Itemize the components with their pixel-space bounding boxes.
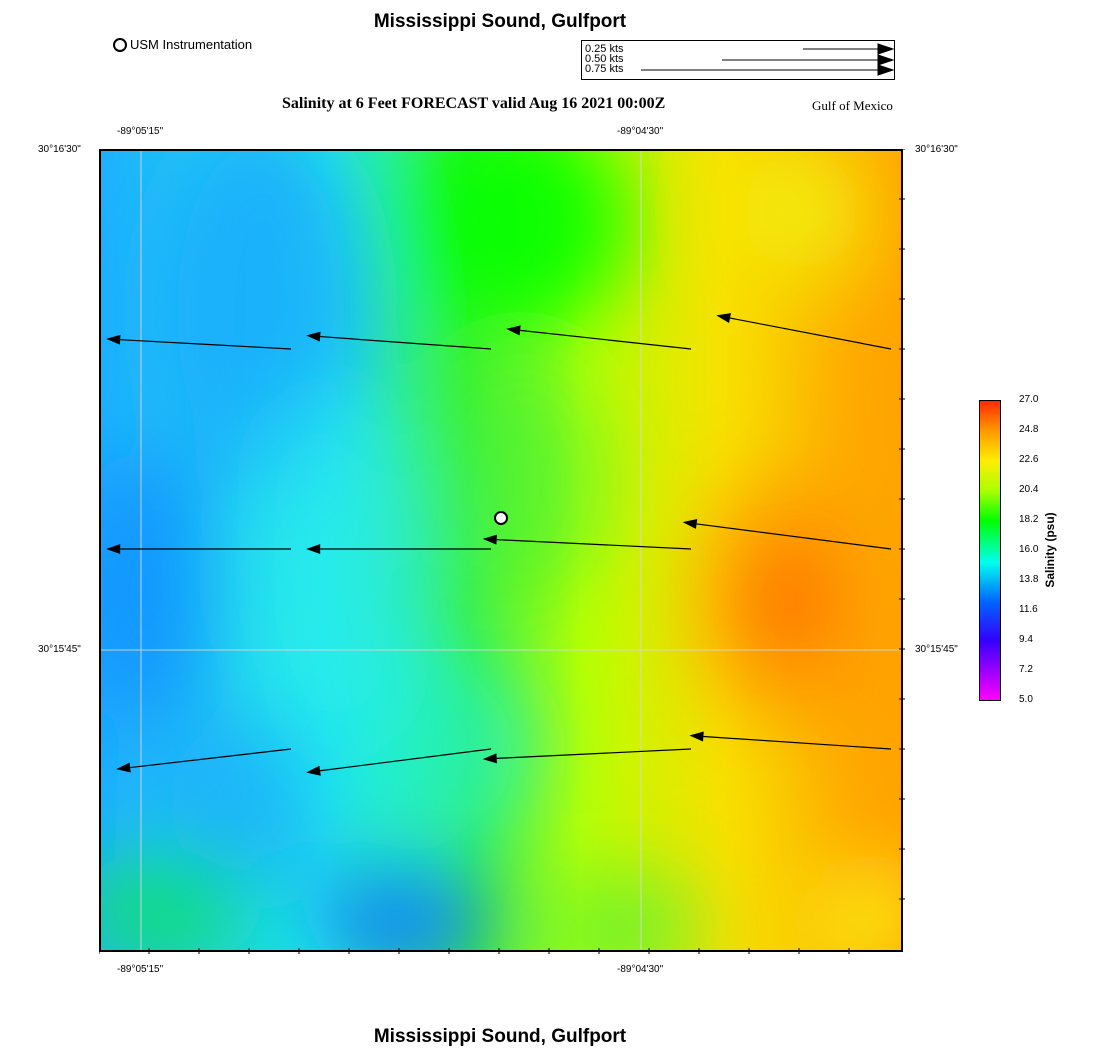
colorbar-tick-label: 22.6 xyxy=(1019,454,1039,465)
lat-tick-right-1: 30°16'30" xyxy=(915,144,958,155)
colorbar-tick-label: 11.6 xyxy=(1019,604,1038,615)
colorbar-tick-label: 7.2 xyxy=(1019,664,1033,675)
current-vector xyxy=(716,313,891,349)
colorbar-tick-label: 24.8 xyxy=(1019,424,1039,435)
current-vector xyxy=(106,544,291,554)
salinity-colorbar xyxy=(979,400,1001,701)
map-title-top: Mississippi Sound, Gulfport xyxy=(373,11,627,32)
colorbar-title: Salinity (psu) xyxy=(1043,512,1057,588)
colorbar-tick-label: 18.2 xyxy=(1019,514,1039,525)
vector-scale-arrows xyxy=(0,0,1100,90)
current-vector xyxy=(306,544,491,554)
current-vector xyxy=(483,535,691,549)
colorbar-tick-label: 16.0 xyxy=(1019,544,1039,555)
instrument-legend-label: USM Instrumentation xyxy=(130,37,253,52)
usm-instrument-marker[interactable] xyxy=(495,512,507,524)
colorbar-tick-label: 20.4 xyxy=(1019,484,1039,495)
current-vector xyxy=(689,732,891,749)
colorbar-tick-label: 9.4 xyxy=(1019,634,1033,645)
lat-tick-right-2: 30°15'45" xyxy=(915,644,958,655)
lat-tick-left-2: 30°15'45" xyxy=(38,644,81,655)
map-overlay xyxy=(99,149,919,969)
current-vectors xyxy=(106,313,891,776)
current-vector xyxy=(683,519,891,549)
map-subtitle: Salinity at 6 Feet FORECAST valid Aug 16 2021 00:00Z xyxy=(282,95,666,112)
frame-ticks xyxy=(99,149,905,954)
current-vector xyxy=(483,749,691,763)
colorbar-tick-label: 5.0 xyxy=(1019,694,1033,705)
lon-tick-bottom-2: -89°04'30" xyxy=(617,964,664,975)
current-vector xyxy=(306,749,491,776)
current-vector xyxy=(106,335,291,349)
lat-tick-left-1: 30°16'30" xyxy=(38,144,81,155)
region-label: Gulf of Mexico xyxy=(812,98,893,113)
lon-tick-top-2: -89°04'30" xyxy=(617,126,664,137)
vector-scale-label-075: 0.75 kts xyxy=(585,63,624,75)
current-vector xyxy=(306,332,491,349)
lon-tick-top-1: -89°05'15" xyxy=(117,126,164,137)
colorbar-tick-label: 27.0 xyxy=(1019,394,1039,405)
colorbar-tick-label: 13.8 xyxy=(1019,574,1039,585)
current-vector xyxy=(116,749,291,773)
current-vector xyxy=(506,325,691,349)
map-title-bottom: Mississippi Sound, Gulfport xyxy=(373,1026,627,1047)
vector-scale-label-050: 0.50 kts xyxy=(585,53,624,65)
lon-tick-bottom-1: -89°05'15" xyxy=(117,964,164,975)
vector-scale-label-025: 0.25 kts xyxy=(585,43,624,55)
